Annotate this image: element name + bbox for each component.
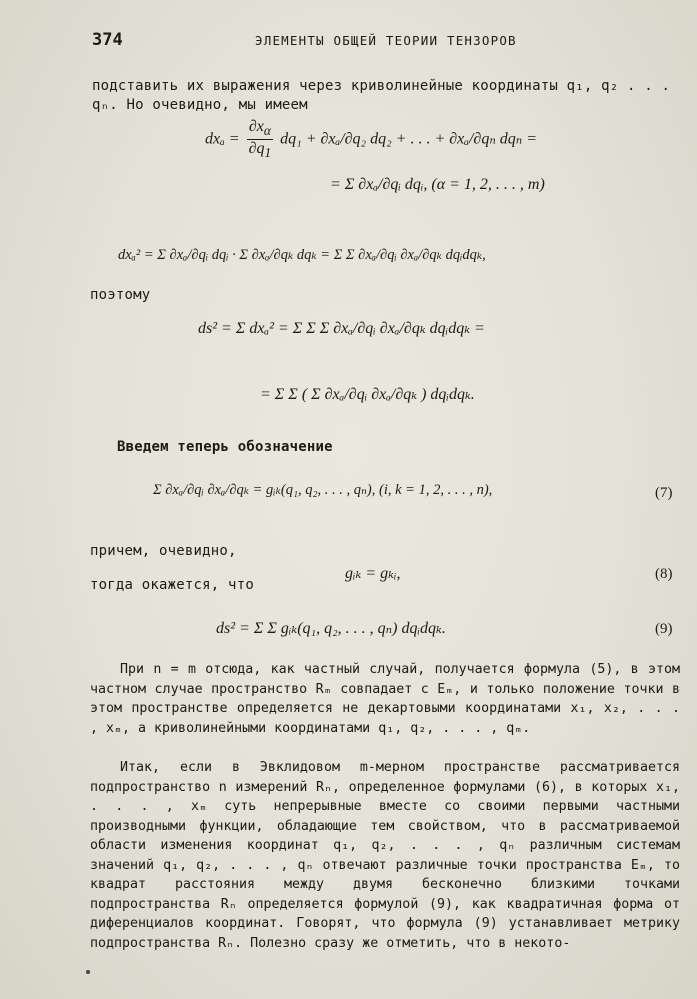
intro-line-2: qₙ. Но очевидно, мы имеем [92, 97, 308, 113]
equation-1-rhs: dq₁ + ∂xₐ/∂q₂ dq₂ + . . . + ∂xₐ/∂qₙ dqₙ = [280, 130, 538, 148]
partial-fraction: $\frac{\partial x_\alpha}{\partial q_1}$ [248, 118, 272, 161]
text-then: тогда окажется, что [90, 577, 254, 593]
intro-line-1: подставить их выражения через криволинейные координаты q₁, q₂ . . . [92, 78, 671, 94]
running-title: ЭЛЕМЕНТЫ ОБЩЕЙ ТЕОРИИ ТЕНЗОРОВ [255, 33, 517, 48]
equation-metric-definition: Σ ∂xₐ/∂qᵢ ∂xₐ/∂qₖ = gᵢₖ(q₁, q₂, . . . , qₙ), (i, k = 1, 2, . . . , n), [153, 482, 493, 498]
text-therefore: поэтому [90, 287, 151, 303]
equation-symmetry: gᵢₖ = gₖᵢ, [345, 565, 401, 582]
equation-ds-squared-grouped: = Σ Σ ( Σ ∂xₐ/∂qᵢ ∂xₐ/∂qₖ ) dqᵢdqₖ. [260, 386, 475, 403]
paragraph-subspace-metric: Итак, если в Эвклидовом m-мерном пространстве рассматривается подпространство n измерений Rₙ, определенное формулами (6), в которых x₁, . . . , xₘ суть непрерывные вместе со своими первыми частными производными функции, обладающие тем свойством, что в рассматриваемой области изменения координат q₁, q₂, . . . , qₙ различным системам значений q₁, q₂, . . . , qₙ отвечают различные точки пространства Eₘ, то квадрат расстояния между двумя бесконечно близкими точками подпространства Rₙ определяется формулой (9), как квадратичная форма от диференциалов координат. Говорят, что формула (9) устанавливает метрику подпространства Rₙ. Полезно сразу же отметить, что в некото- [90, 760, 680, 951]
equation-dx-alpha [205, 118, 537, 161]
equation-number-7: (7) [655, 485, 673, 501]
equation-number-9: (9) [655, 621, 673, 637]
equation-1-lhs: dxₐ = [205, 130, 240, 148]
equation-dx-squared: dxₐ² = Σ ∂xₐ/∂qᵢ dqᵢ · Σ ∂xₐ/∂qₖ dqₖ = Σ Σ ∂xₐ/∂qᵢ ∂xₐ/∂qₖ dqᵢdqₖ, [118, 247, 486, 263]
paragraph-special-case: При n = m отсюда, как частный случай, получается формула (5), в этом частном случае пространство Rₘ совпадает с Eₘ, и только положение точки в этом пространстве определяется не декартовыми координатами x₁, x₂, . . . , xₘ, а криволинейными координатами q₁, q₂, . . . , qₘ. [90, 662, 680, 736]
equation-sum-dq: = Σ ∂xₐ/∂qᵢ dqᵢ, (α = 1, 2, . . . , m) [330, 176, 545, 193]
page-number: 374 [92, 30, 123, 50]
equation-number-8: (8) [655, 566, 673, 582]
equation-ds-squared-metric: ds² = Σ Σ gᵢₖ(q₁, q₂, . . . , qₙ) dqᵢdqₖ. [216, 620, 446, 637]
text-introduce-notation: Введем теперь обозначение [117, 439, 333, 455]
text-moreover: причем, очевидно, [90, 543, 237, 559]
print-speck [86, 970, 90, 974]
equation-ds-squared-triple-sum: ds² = Σ dxₐ² = Σ Σ Σ ∂xₐ/∂qᵢ ∂xₐ/∂qₖ dqᵢdqₖ = [198, 320, 485, 337]
